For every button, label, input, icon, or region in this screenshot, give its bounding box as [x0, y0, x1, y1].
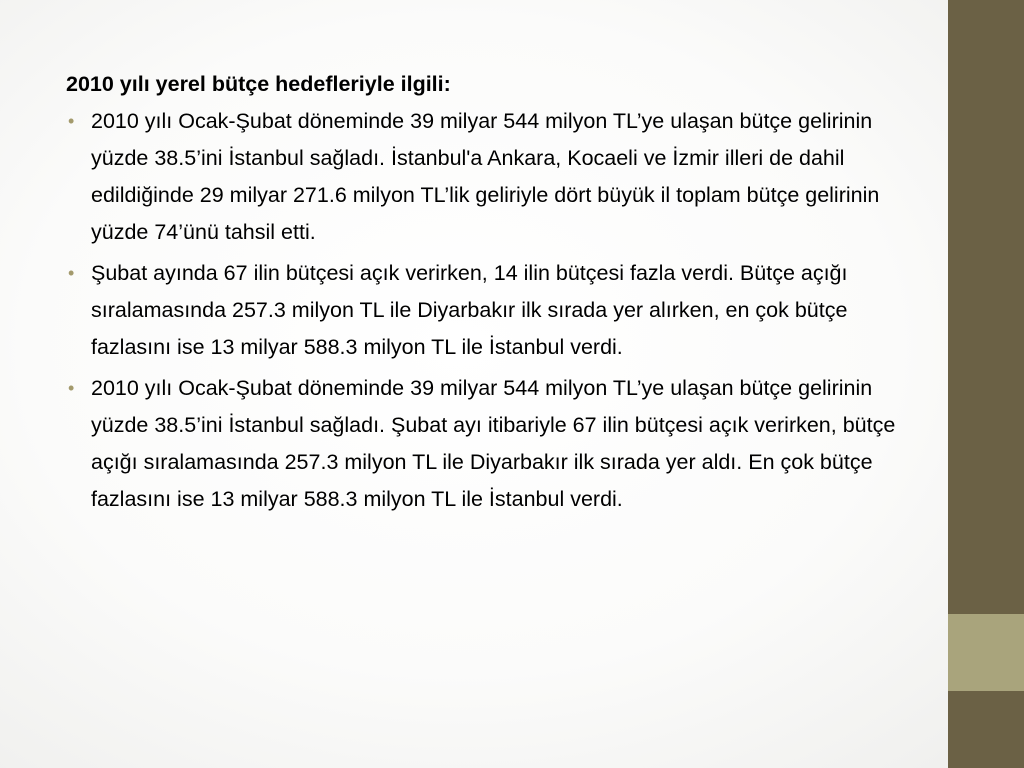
- bullet-icon: •: [68, 378, 75, 398]
- sidebar-accent-top: [948, 0, 1024, 614]
- bullet-text-2: Şubat ayında 67 ilin bütçesi açık verirken, 14 ilin bütçesi fazla verdi. Bütçe açığı sıralamasında 257.3 milyon TL ile Diyarbakır ilk sırada yer alırken, en çok bütçe fazlasını ise 13 milyar 588.3 milyon TL ile İstanbul verdi.: [91, 261, 848, 359]
- bullet-text-3: 2010 yılı Ocak-Şubat döneminde 39 milyar 544 milyon TL’ye ulaşan bütçe gelirinin yüzde 38.5’ini İstanbul sağladı. Şubat ayı itibariyle 67 ilin bütçesi açık verirken, bütçe açığı sıralamasında 257.3 milyon TL ile Diyarbakır ilk sırada yer aldı. En çok bütçe fazlasını ise 13 milyar 588.3 milyon TL ile İstanbul verdi.: [91, 376, 896, 511]
- sidebar-accent-middle: [948, 614, 1024, 691]
- slide-content: [66, 66, 896, 522]
- bullet-icon: •: [68, 263, 75, 283]
- bullet-item-1: [66, 103, 896, 251]
- bullet-text-1: 2010 yılı Ocak-Şubat döneminde 39 milyar 544 milyon TL’ye ulaşan bütçe gelirinin yüzde 38.5’ini İstanbul sağladı. İstanbul'a Ankara, Kocaeli ve İzmir illeri de dahil edildiğinde 29 milyar 271.6 milyon TL’lik geliriyle dört büyük il toplam bütçe gelirinin yüzde 74’ünü tahsil etti.: [91, 109, 880, 244]
- bullet-icon: •: [68, 111, 75, 131]
- sidebar-accent-bottom: [948, 691, 1024, 768]
- bullet-list: [66, 103, 896, 518]
- bullet-item-3: [66, 370, 896, 518]
- bullet-item-2: [66, 255, 896, 366]
- slide-heading: 2010 yılı yerel bütçe hedefleriyle ilgili:: [66, 72, 451, 96]
